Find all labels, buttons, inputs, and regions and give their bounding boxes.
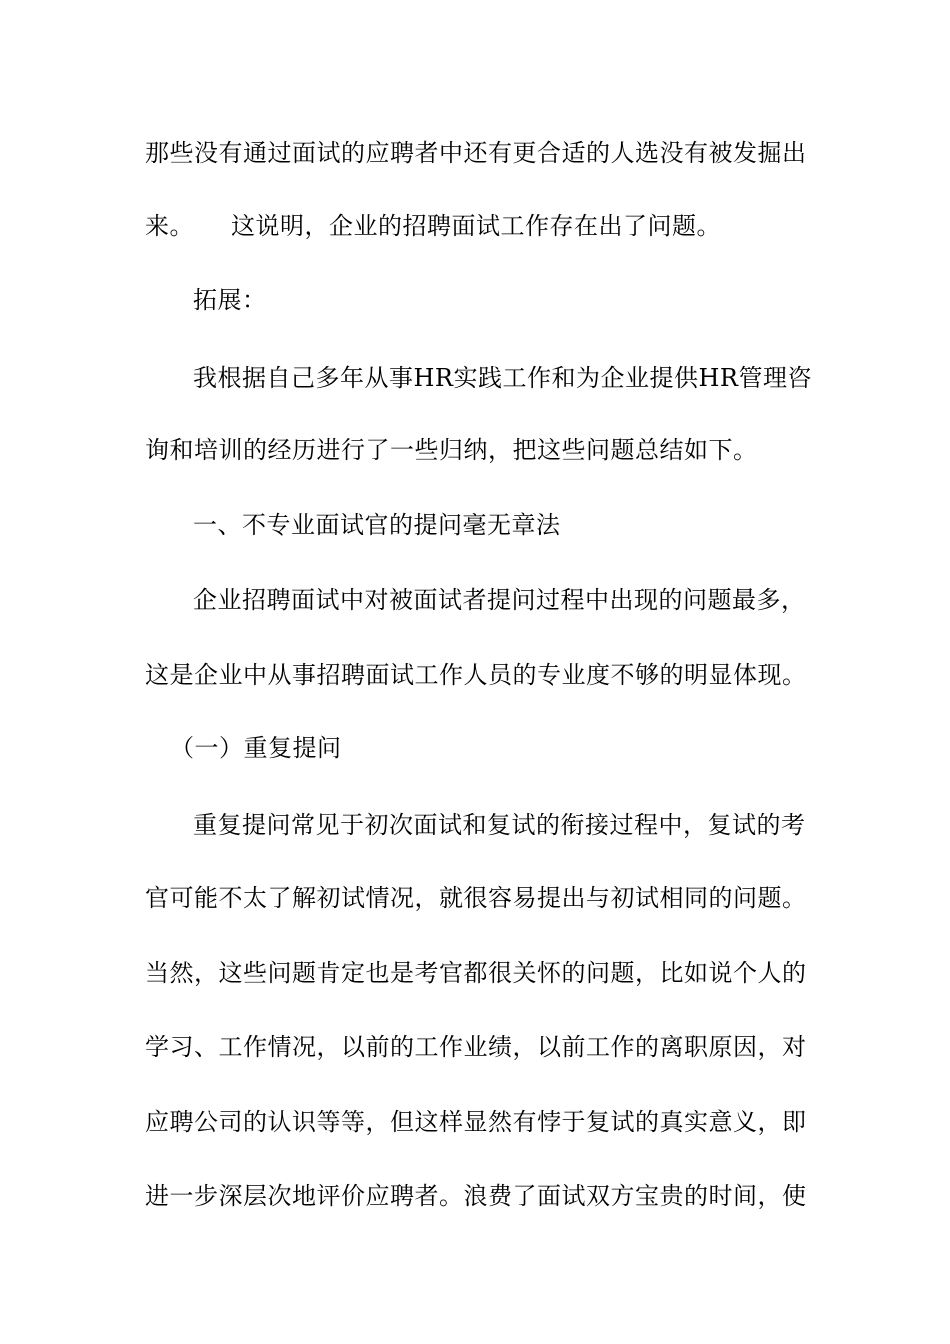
text-line: 学习、工作情况，以前的工作业绩，以前工作的离职原因，对 xyxy=(145,1033,807,1061)
section-heading: 一、不专业面试官的提问毫无章法 xyxy=(193,511,561,539)
text-line: 询和培训的经历进行了一些归纳，把这些问题总结如下。 xyxy=(145,436,758,464)
paragraph-line: 企业招聘面试中对被面试者提问过程中出现的问题最多， xyxy=(193,586,806,614)
subsection-heading: （一）重复提问 xyxy=(170,734,342,762)
text-line: 当然，这些问题肯定也是考官都很关怀的问题，比如说个人的 xyxy=(145,959,807,987)
section-label: 拓展： xyxy=(193,286,267,314)
text-line: 那些没有通过面试的应聘者中还有更合适的人选没有被发掘出 xyxy=(145,139,807,167)
text-line: 来。 这说明，企业的招聘面试工作存在出了问题。 xyxy=(145,212,721,240)
text-line: 官可能不太了解初试情况，就很容易提出与初试相同的问题。 xyxy=(145,884,807,912)
text-line: 这是企业中从事招聘面试工作人员的专业度不够的明显体现。 xyxy=(145,661,807,689)
paragraph-line: 我根据自己多年从事HR实践工作和为企业提供HR管理咨 xyxy=(193,364,812,392)
paragraph-line: 重复提问常见于初次面试和复试的衔接过程中，复试的考 xyxy=(193,811,806,839)
text-line: 应聘公司的认识等等，但这样显然有悖于复试的真实意义，即 xyxy=(145,1108,807,1136)
text-line: 进一步深层次地评价应聘者。浪费了面试双方宝贵的时间，使 xyxy=(145,1182,807,1210)
